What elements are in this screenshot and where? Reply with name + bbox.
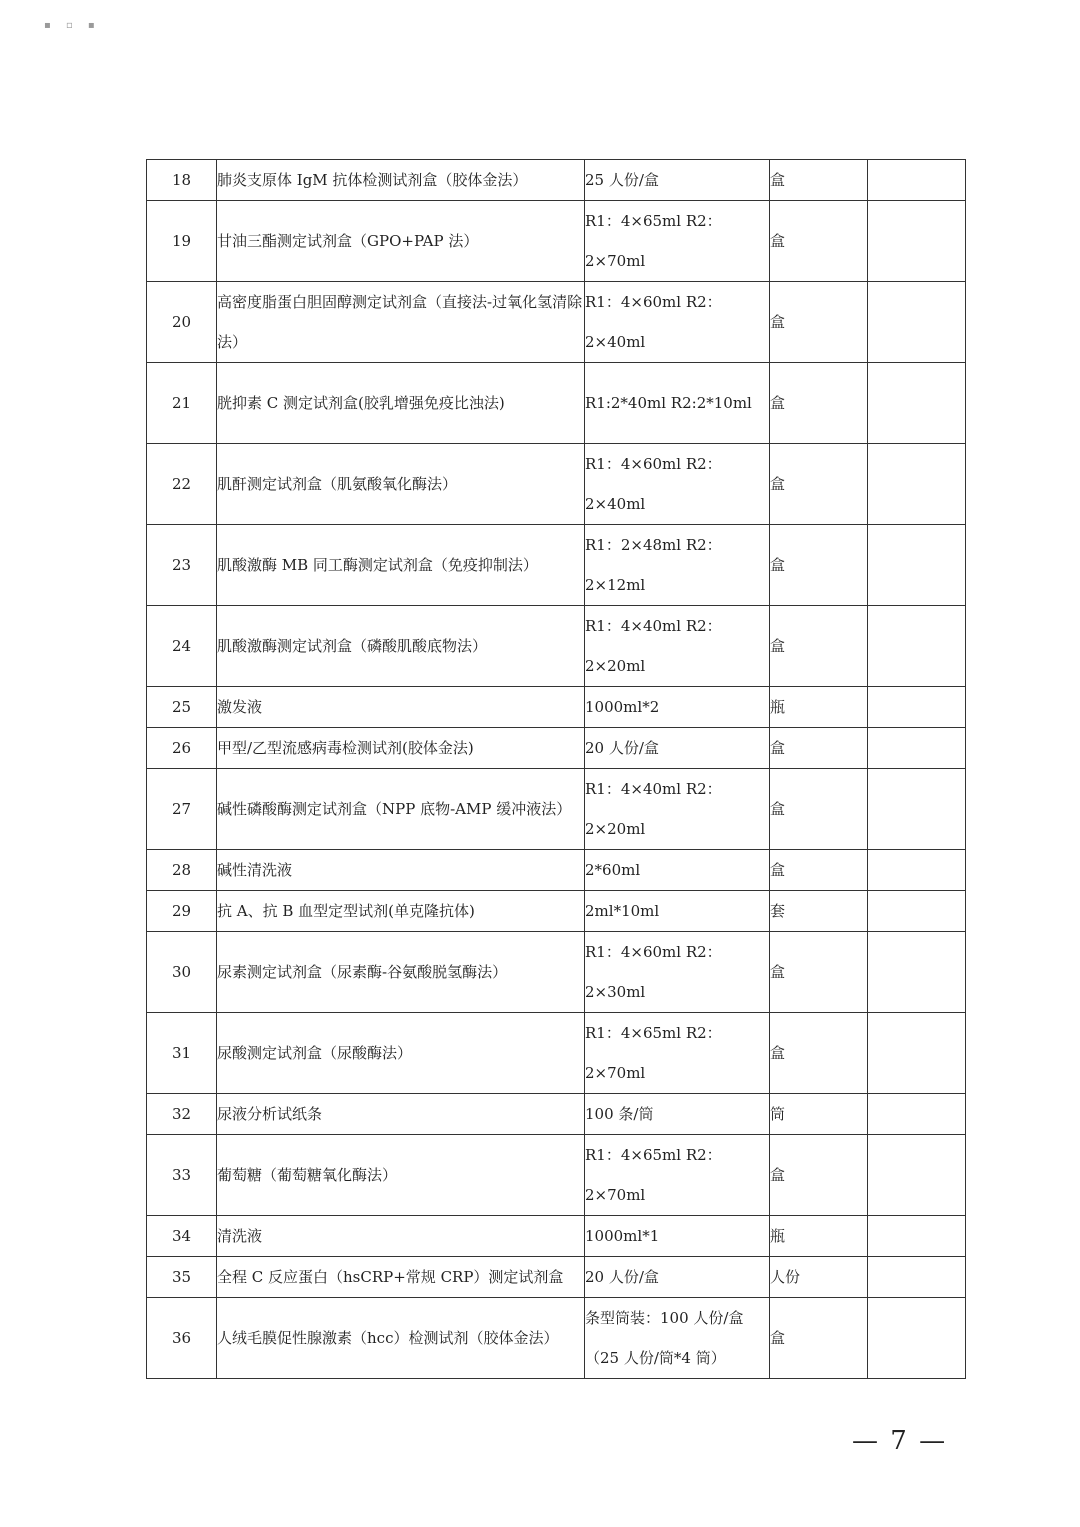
table-row <box>147 201 966 282</box>
item-extra <box>868 444 966 525</box>
row-number: 29 <box>147 891 217 932</box>
row-number: 21 <box>147 363 217 444</box>
row-number: 24 <box>147 606 217 687</box>
row-number: 28 <box>147 850 217 891</box>
table-row <box>147 1135 966 1216</box>
row-number: 20 <box>147 282 217 363</box>
item-name: 人绒毛膜促性腺激素（hcc）检测试剂（胶体金法） <box>217 1298 585 1379</box>
row-number: 26 <box>147 728 217 769</box>
item-extra <box>868 160 966 201</box>
table-row <box>147 444 966 525</box>
item-extra <box>868 1298 966 1379</box>
item-extra <box>868 932 966 1013</box>
item-unit: 瓶 <box>770 1216 868 1257</box>
item-name: 肺炎支原体 IgM 抗体检测试剂盒（胶体金法） <box>217 160 585 201</box>
scan-artifact: ▪ ▫ ▪ <box>44 20 101 31</box>
table-row <box>147 282 966 363</box>
row-number: 32 <box>147 1094 217 1135</box>
item-spec: 25 人份/盒 <box>585 160 770 201</box>
row-number: 22 <box>147 444 217 525</box>
item-unit: 盒 <box>770 728 868 769</box>
table-row <box>147 606 966 687</box>
item-name: 甲型/乙型流感病毒检测试剂(胶体金法) <box>217 728 585 769</box>
item-extra <box>868 850 966 891</box>
item-spec: R1：4×65ml R2：2×70ml <box>585 1013 770 1094</box>
item-spec: R1：4×65ml R2：2×70ml <box>585 201 770 282</box>
item-spec: R1：4×60ml R2：2×40ml <box>585 282 770 363</box>
item-spec: R1：4×60ml R2：2×40ml <box>585 444 770 525</box>
item-extra <box>868 1094 966 1135</box>
item-extra <box>868 282 966 363</box>
item-extra <box>868 1135 966 1216</box>
item-spec: 条型筒装：100 人份/盒（25 人份/筒*4 筒） <box>585 1298 770 1379</box>
item-extra <box>868 769 966 850</box>
item-extra <box>868 891 966 932</box>
row-number: 27 <box>147 769 217 850</box>
item-spec: 20 人份/盒 <box>585 1257 770 1298</box>
table-row <box>147 525 966 606</box>
item-spec: 1000ml*1 <box>585 1216 770 1257</box>
item-extra <box>868 363 966 444</box>
reagent-table-container <box>146 159 965 1379</box>
item-name: 肌酸激酶测定试剂盒（磷酸肌酸底物法） <box>217 606 585 687</box>
item-unit: 套 <box>770 891 868 932</box>
table-row <box>147 160 966 201</box>
item-spec: 2ml*10ml <box>585 891 770 932</box>
table-row <box>147 850 966 891</box>
table-row <box>147 687 966 728</box>
item-unit: 盒 <box>770 525 868 606</box>
item-extra <box>868 1216 966 1257</box>
row-number: 36 <box>147 1298 217 1379</box>
row-number: 33 <box>147 1135 217 1216</box>
table-row <box>147 1216 966 1257</box>
item-spec: R1：4×40ml R2：2×20ml <box>585 769 770 850</box>
item-extra <box>868 606 966 687</box>
item-name: 甘油三酯测定试剂盒（GPO+PAP 法） <box>217 201 585 282</box>
item-name: 葡萄糖（葡萄糖氧化酶法） <box>217 1135 585 1216</box>
item-unit: 盒 <box>770 1298 868 1379</box>
row-number: 19 <box>147 201 217 282</box>
item-spec: 1000ml*2 <box>585 687 770 728</box>
item-unit: 盒 <box>770 850 868 891</box>
table-row <box>147 1257 966 1298</box>
item-spec: R1：4×65ml R2：2×70ml <box>585 1135 770 1216</box>
item-name: 尿素测定试剂盒（尿素酶-谷氨酸脱氢酶法） <box>217 932 585 1013</box>
table-row <box>147 1298 966 1379</box>
item-spec: R1:2*40ml R2:2*10ml <box>585 363 770 444</box>
item-spec: R1：4×60ml R2：2×30ml <box>585 932 770 1013</box>
item-extra <box>868 728 966 769</box>
item-extra <box>868 1257 966 1298</box>
item-name: 全程 C 反应蛋白（hsCRP+常规 CRP）测定试剂盒 <box>217 1257 585 1298</box>
item-unit: 盒 <box>770 769 868 850</box>
item-unit: 瓶 <box>770 687 868 728</box>
row-number: 18 <box>147 160 217 201</box>
item-spec: R1：4×40ml R2：2×20ml <box>585 606 770 687</box>
item-unit: 筒 <box>770 1094 868 1135</box>
item-name: 尿液分析试纸条 <box>217 1094 585 1135</box>
item-unit: 盒 <box>770 282 868 363</box>
item-name: 碱性清洗液 <box>217 850 585 891</box>
item-name: 肌酐测定试剂盒（肌氨酸氧化酶法） <box>217 444 585 525</box>
item-name: 激发液 <box>217 687 585 728</box>
table-row <box>147 363 966 444</box>
row-number: 34 <box>147 1216 217 1257</box>
item-unit: 盒 <box>770 606 868 687</box>
item-name: 清洗液 <box>217 1216 585 1257</box>
item-name: 尿酸测定试剂盒（尿酸酶法） <box>217 1013 585 1094</box>
row-number: 23 <box>147 525 217 606</box>
table-row <box>147 769 966 850</box>
item-unit: 人份 <box>770 1257 868 1298</box>
item-spec: 20 人份/盒 <box>585 728 770 769</box>
item-unit: 盒 <box>770 201 868 282</box>
item-name: 肌酸激酶 MB 同工酶测定试剂盒（免疫抑制法） <box>217 525 585 606</box>
item-unit: 盒 <box>770 444 868 525</box>
item-name: 高密度脂蛋白胆固醇测定试剂盒（直接法-过氧化氢清除法） <box>217 282 585 363</box>
item-unit: 盒 <box>770 932 868 1013</box>
item-extra <box>868 525 966 606</box>
table-row <box>147 891 966 932</box>
table-row <box>147 728 966 769</box>
item-extra <box>868 1013 966 1094</box>
row-number: 25 <box>147 687 217 728</box>
item-spec: 100 条/筒 <box>585 1094 770 1135</box>
item-name: 碱性磷酸酶测定试剂盒（NPP 底物-AMP 缓冲液法） <box>217 769 585 850</box>
reagent-table <box>146 159 966 1379</box>
row-number: 31 <box>147 1013 217 1094</box>
table-row <box>147 932 966 1013</box>
item-unit: 盒 <box>770 363 868 444</box>
item-extra <box>868 201 966 282</box>
item-name: 抗 A、抗 B 血型定型试剂(单克隆抗体) <box>217 891 585 932</box>
item-extra <box>868 687 966 728</box>
row-number: 35 <box>147 1257 217 1298</box>
item-spec: 2*60ml <box>585 850 770 891</box>
item-spec: R1：2×48ml R2：2×12ml <box>585 525 770 606</box>
row-number: 30 <box>147 932 217 1013</box>
page-number: — 7 — <box>852 1426 948 1456</box>
item-name: 胱抑素 C 测定试剂盒(胶乳增强免疫比浊法) <box>217 363 585 444</box>
table-row <box>147 1094 966 1135</box>
table-row <box>147 1013 966 1094</box>
item-unit: 盒 <box>770 160 868 201</box>
item-unit: 盒 <box>770 1013 868 1094</box>
item-unit: 盒 <box>770 1135 868 1216</box>
